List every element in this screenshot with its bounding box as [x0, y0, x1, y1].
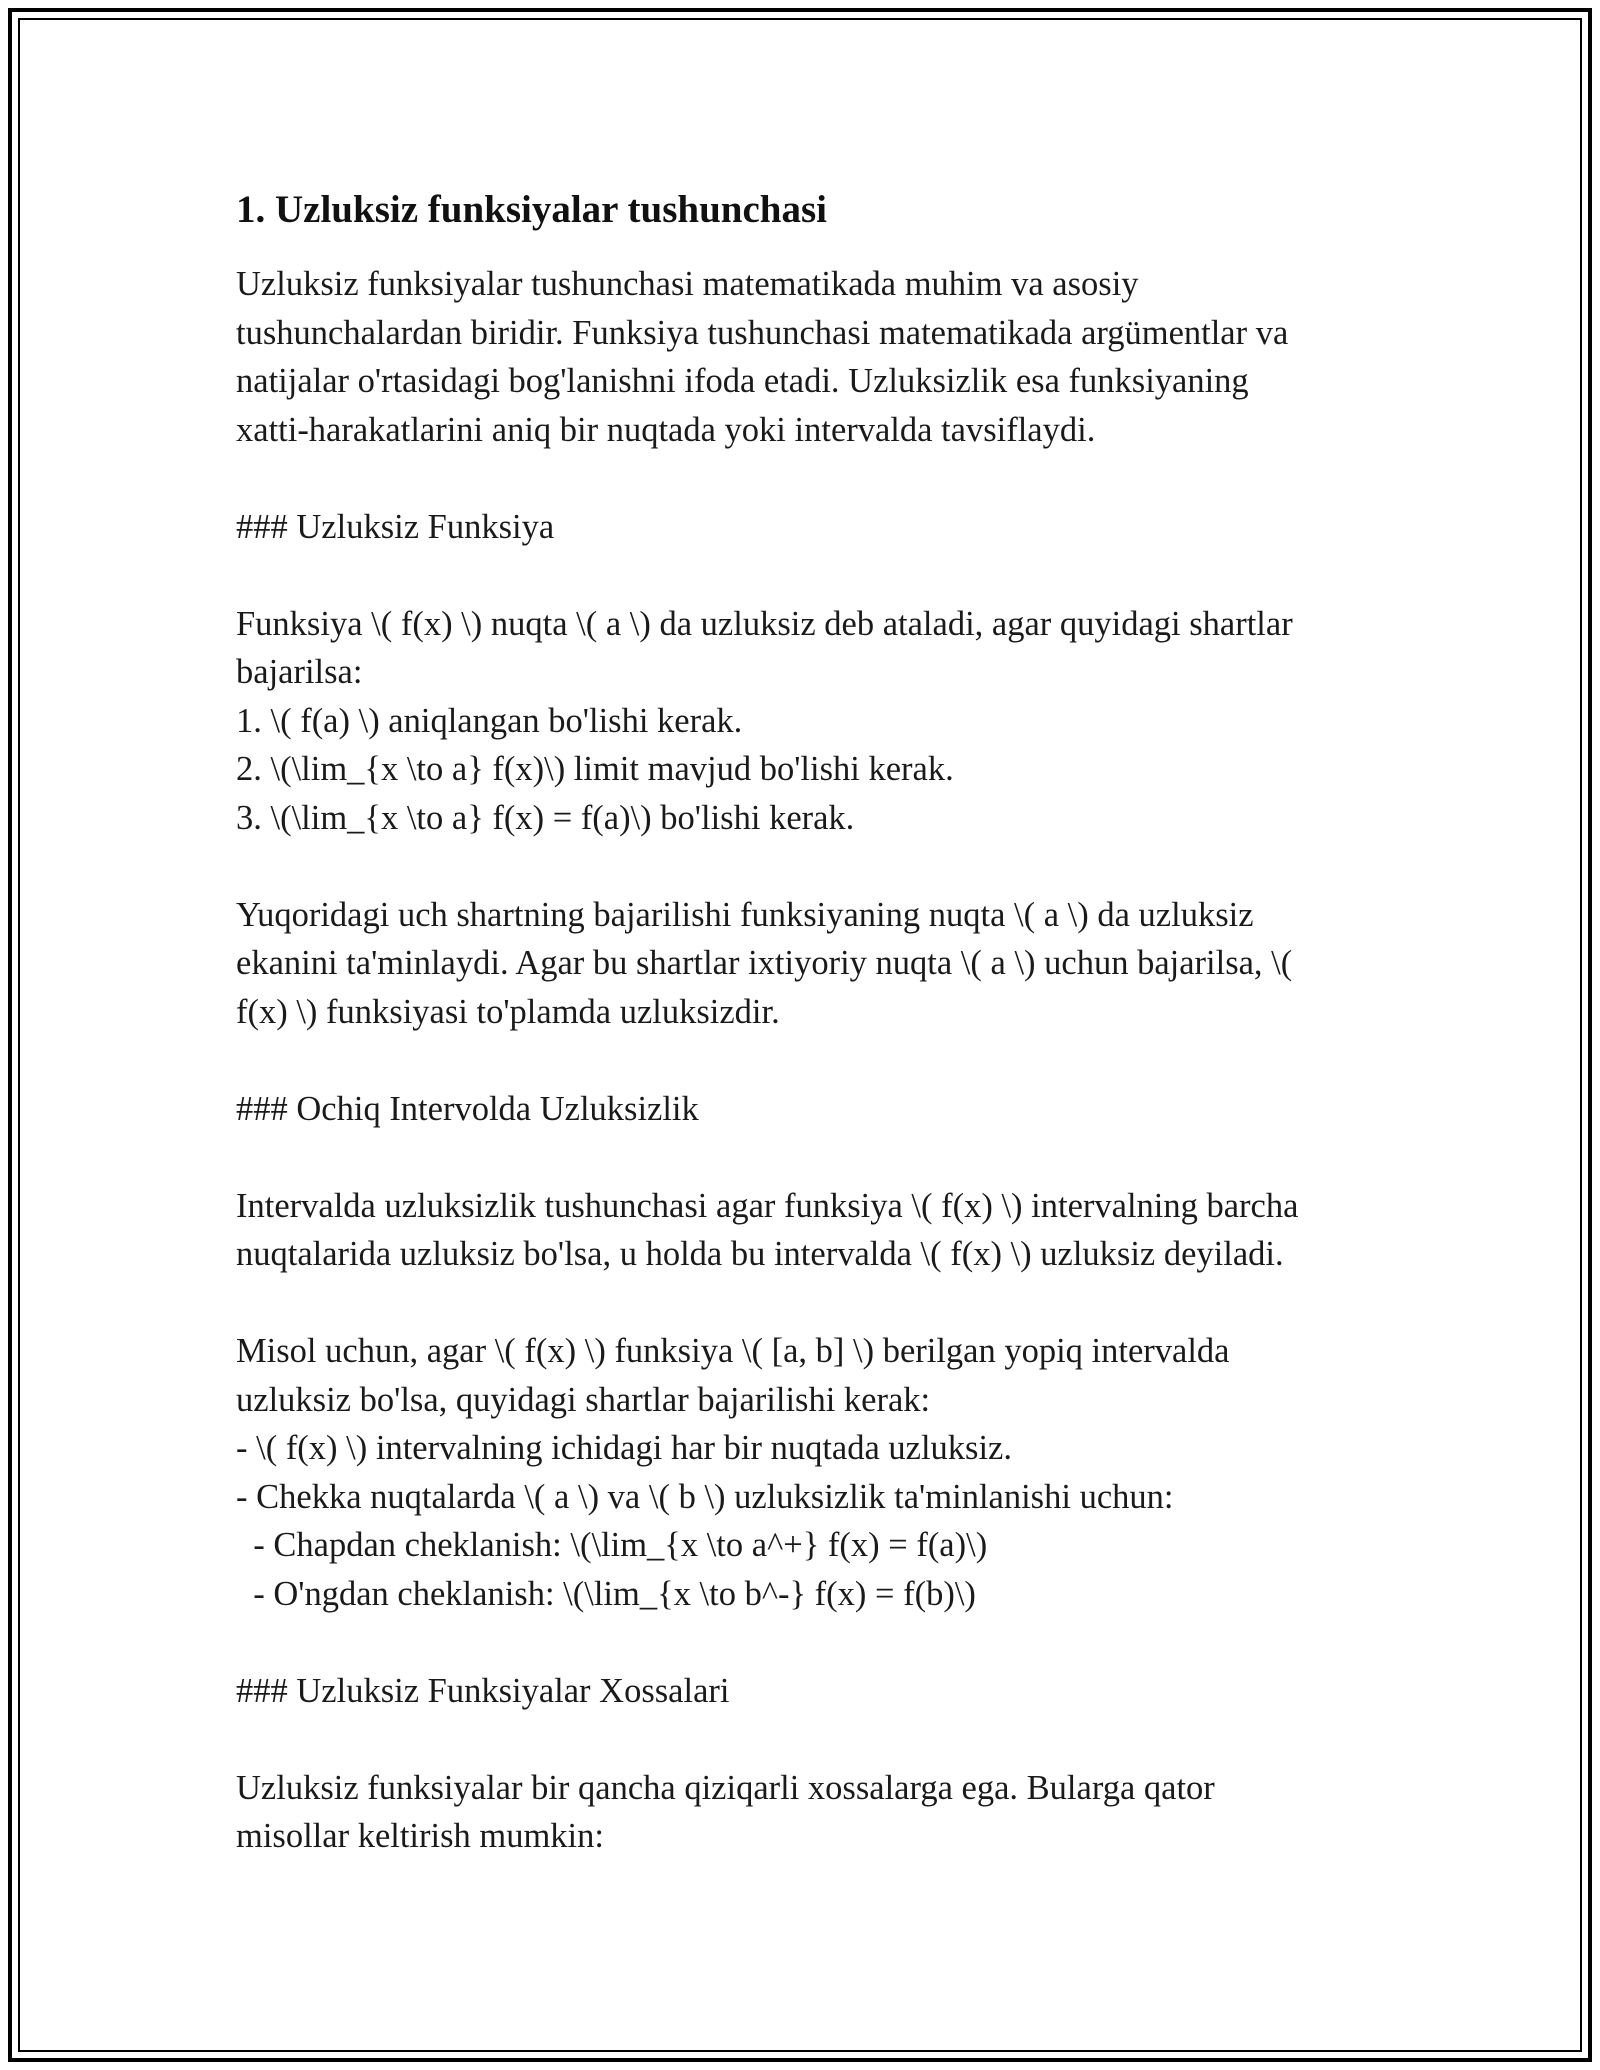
section-heading: ### Ochiq Intervolda Uzluksizlik: [236, 1089, 699, 1128]
text-line: xatti-harakatlarini aniq bir nuqtada yoki intervalda tavsiflaydi.: [236, 410, 1096, 449]
blank-line: [236, 1618, 1376, 1667]
list-item: - Chekka nuqtalarda \( a \) va \( b \) uzluksizlik ta'minlanishi uchun:: [236, 1477, 1174, 1516]
text-line: Funksiya \( f(x) \) nuqta \( a \) da uzluksiz deb ataladi, agar quyidagi shartlar: [236, 604, 1293, 643]
blank-line: [236, 454, 1376, 503]
document-title: 1. Uzluksiz funksiyalar tushunchasi: [236, 188, 827, 231]
section-heading: ### Uzluksiz Funksiya: [236, 507, 555, 546]
list-item: - Chapdan cheklanish: \(\lim_{x \to a^+} f(x) = f(a)\): [236, 1526, 988, 1564]
text-line: Misol uchun, agar \( f(x) \) funksiya \( [a, b] \) berilgan yopiq intervalda: [236, 1332, 1230, 1370]
document-text: [236, 260, 1376, 1861]
blank-line: [236, 551, 1376, 600]
blank-line: [236, 1715, 1376, 1764]
text-line: nuqtalarida uzluksiz bo'lsa, u holda bu intervalda \( f(x) \) uzluksiz deyiladi.: [236, 1235, 1284, 1273]
list-item: 3. \(\lim_{x \to a} f(x) = f(a)\) bo'lishi kerak.: [236, 798, 855, 837]
text-line: natijalar o'rtasidagi bog'lanishni ifoda etadi. Uzluksizlik esa funksiyaning: [236, 362, 1249, 400]
text-line: Uzluksiz funksiyalar tushunchasi matematikada muhim va asosiy: [236, 265, 1139, 303]
list-item: 1. \( f(a) \) aniqlangan bo'lishi kerak.: [236, 701, 743, 740]
text-line: misollar keltirish mumkin:: [236, 1817, 604, 1855]
blank-line: [236, 1036, 1376, 1085]
text-line: uzluksiz bo'lsa, quyidagi shartlar bajarilishi kerak:: [236, 1380, 931, 1419]
section-heading: ### Uzluksiz Funksiyalar Xossalari: [236, 1671, 730, 1710]
blank-line: [236, 1133, 1376, 1182]
text-line: bajarilsa:: [236, 653, 363, 691]
text-line: Intervalda uzluksizlik tushunchasi agar funksiya \( f(x) \) intervalning barcha: [236, 1186, 1299, 1225]
text-line: tushunchalardan biridir. Funksiya tushunchasi matematikada argümentlar va: [236, 313, 1289, 352]
text-line: f(x) \) funksiyasi to'plamda uzluksizdir.: [236, 992, 780, 1031]
document-body: [236, 186, 1376, 1861]
text-line: Uzluksiz funksiyalar bir qancha qiziqarli xossalarga ega. Bularga qator: [236, 1768, 1215, 1807]
list-item: 2. \(\lim_{x \to a} f(x)\) limit mavjud bo'lishi kerak.: [236, 750, 954, 788]
blank-line: [236, 1279, 1376, 1328]
list-item: - \( f(x) \) intervalning ichidagi har bir nuqtada uzluksiz.: [236, 1429, 1012, 1467]
list-item: - O'ngdan cheklanish: \(\lim_{x \to b^-} f(x) = f(b)\): [236, 1574, 976, 1613]
text-line: Yuqoridagi uch shartning bajarilishi funksiyaning nuqta \( a \) da uzluksiz: [236, 895, 1254, 934]
text-line: ekanini ta'minlaydi. Agar bu shartlar ixtiyoriy nuqta \( a \) uchun bajarilsa, \(: [236, 944, 1293, 982]
blank-line: [236, 842, 1376, 891]
